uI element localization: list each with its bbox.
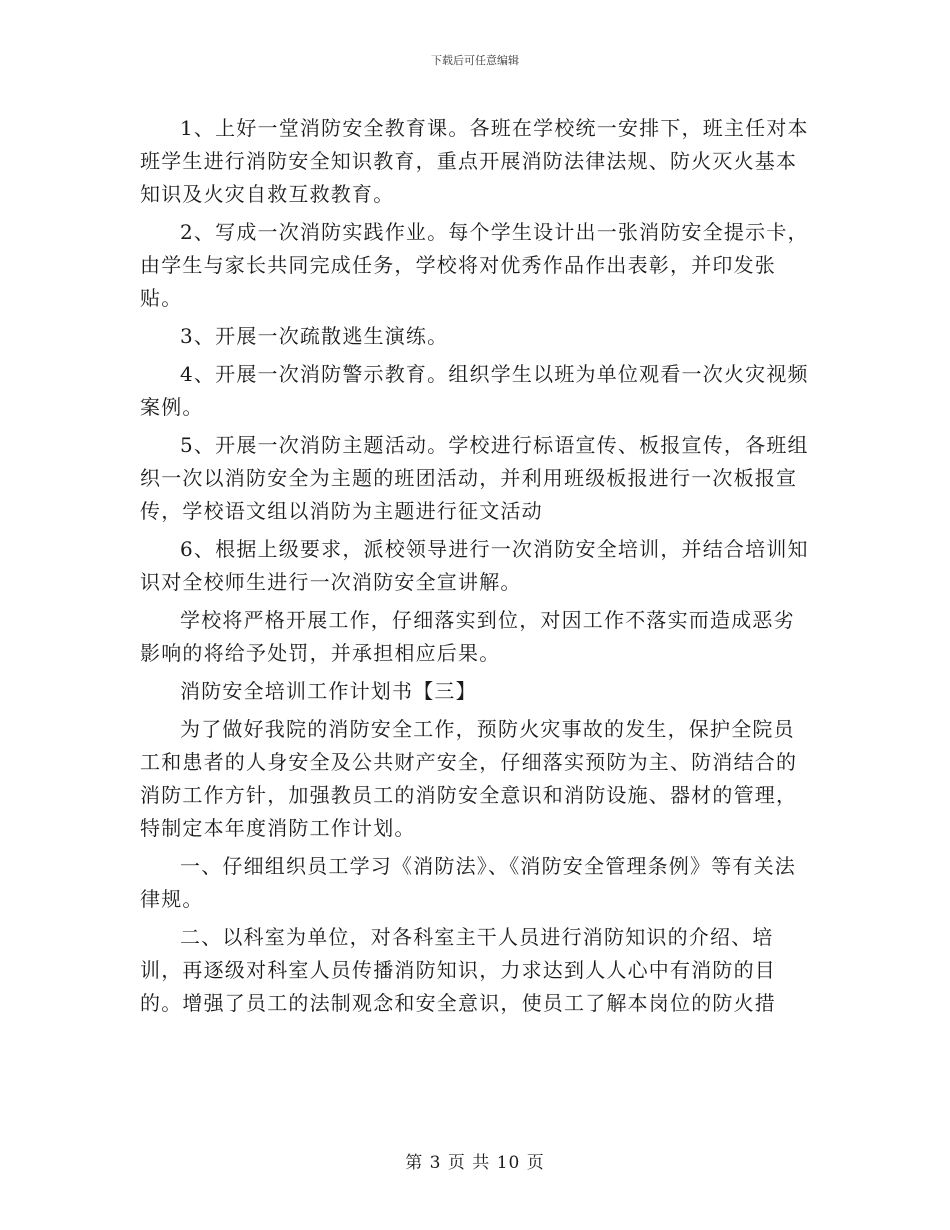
document-body <box>140 112 812 1020</box>
page-number: 第 3 页 共 10 页 <box>405 1153 545 1173</box>
paragraph-item-2: 二、以科室为单位，对各科室主干人员进行消防知识的介绍、培训，再逐级对科室人员传播消防知识，力求达到人人心中有消防的目的。增强了员工的法制观念和安全意识，使员工了解本岗位的防火措 <box>140 925 776 1015</box>
section-heading: 消防安全培训工作计划书【三】 <box>180 679 477 703</box>
paragraph-1: 1、上好一堂消防安全教育课。各班在学校统一安排下，班主任对本班学生进行消防安全知识教育，重点开展消防法律法规、防火灭火基本知识及火灾自救互救教育。 <box>140 116 809 206</box>
header-note: 下载后可任意编辑 <box>431 54 519 67</box>
paragraph-2: 2、写成一次消防实践作业。每个学生设计出一张消防安全提示卡，由学生与家长共同完成任务，学校将对优秀作品作出表彰，并印发张贴。 <box>140 220 809 310</box>
paragraph-4: 4、开展一次消防警示教育。组织学生以班为单位观看一次火灾视频案例。 <box>140 362 809 419</box>
paragraph-item-1: 一、仔细组织员工学习《消防法》、《消防安全管理条例》等有关法律规。 <box>140 854 796 911</box>
paragraph-intro: 为了做好我院的消防安全工作，预防火灾事故的发生，保护全院员工和患者的人身安全及公共财产安全，仔细落实预防为主、防消结合的消防工作方针，加强教员工的消防安全意识和消防设施、器材的管理，特制定本年度消防工作计划。 <box>140 717 798 840</box>
paragraph-3: 3、开展一次疏散逃生演练。 <box>180 324 449 348</box>
paragraph-6: 6、根据上级要求，派校领导进行一次消防安全培训，并结合培训知识对全校师生进行一次消防安全宣讲解。 <box>140 537 809 594</box>
paragraph-conclusion: 学校将严格开展工作，仔细落实到位，对因工作不落实而造成恶劣影响的将给予处罚，并承担相应后果。 <box>140 608 795 665</box>
paragraph-5: 5、开展一次消防主题活动。学校进行标语宣传、板报宣传，各班组织一次以消防安全为主题的班团活动，并利用班级板报进行一次板报宣传，学校语文组以消防为主题进行征文活动 <box>140 433 809 523</box>
